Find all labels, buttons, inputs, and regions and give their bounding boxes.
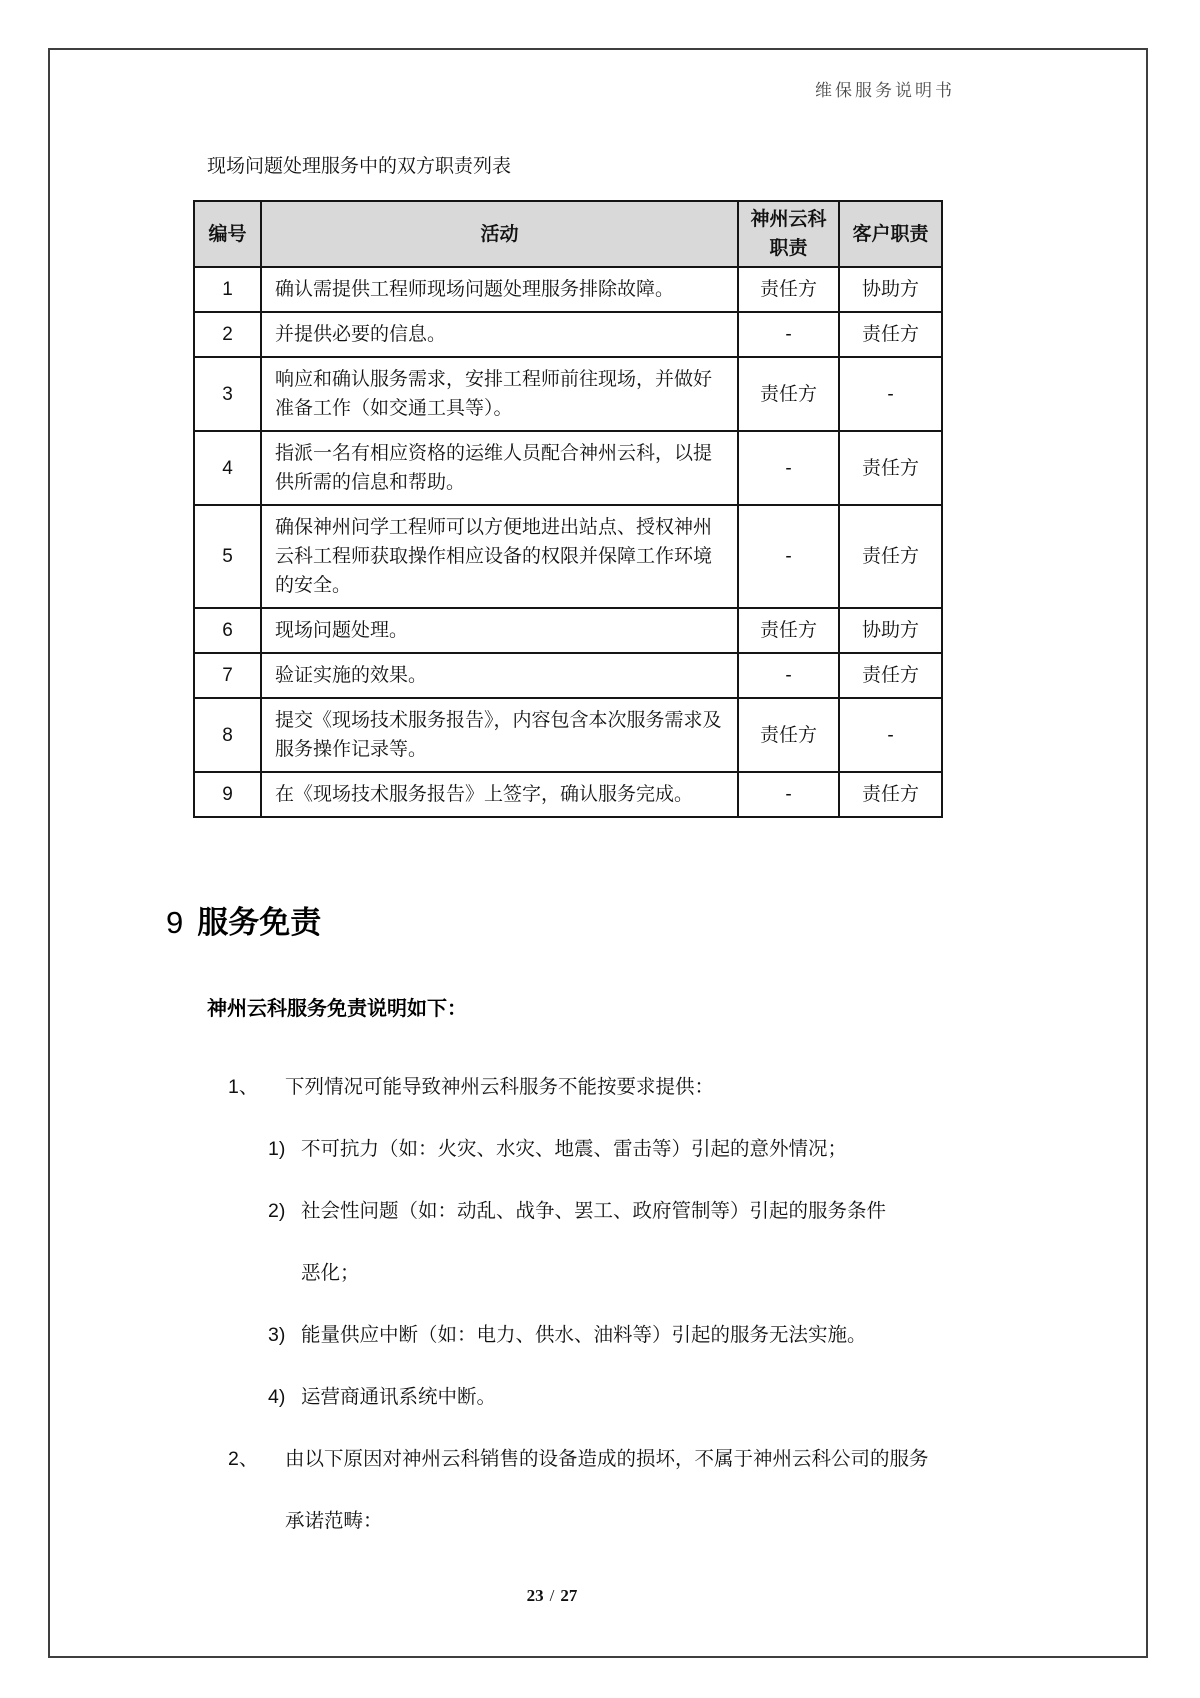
section-title: 服务免责: [197, 905, 322, 940]
cell-no: 2: [194, 312, 261, 357]
cell-activity: 验证实施的效果。: [261, 653, 738, 698]
list-item-text: 由以下原因对神州云科销售的设备造成的损坏，不属于神州云科公司的服务承诺范畴：: [285, 1448, 929, 1532]
list-item: [228, 1180, 948, 1304]
table-row: [194, 312, 942, 357]
cell-customer-duty: 协助方: [839, 608, 942, 653]
col-header-customer-duty: 客户职责: [839, 201, 942, 267]
col-header-activity: 活动: [261, 201, 738, 267]
document-header-title: 维保服务说明书: [815, 81, 955, 100]
cell-activity: 响应和确认服务需求，安排工程师前往现场，并做好准备工作（如交通工具等）。: [261, 357, 738, 431]
table-caption: 现场问题处理服务中的双方职责列表: [207, 156, 512, 177]
cell-activity: 确认需提供工程师现场问题处理服务排除故障。: [261, 267, 738, 312]
list-item: [228, 1056, 948, 1118]
list-item: [228, 1366, 948, 1428]
cell-no: 1: [194, 267, 261, 312]
total-page-number: 27: [560, 1586, 578, 1605]
cell-yunke-duty: 责任方: [738, 267, 839, 312]
cell-yunke-duty: 责任方: [738, 698, 839, 772]
current-page-number: 23: [526, 1586, 544, 1605]
list-item-marker: 4): [268, 1386, 286, 1408]
cell-yunke-duty: 责任方: [738, 357, 839, 431]
list-item-text: 下列情况可能导致神州云科服务不能按要求提供：: [285, 1076, 715, 1098]
cell-customer-duty: 责任方: [839, 772, 942, 817]
cell-activity: 并提供必要的信息。: [261, 312, 738, 357]
table-row: [194, 267, 942, 312]
cell-yunke-duty: -: [738, 505, 839, 608]
cell-customer-duty: 责任方: [839, 431, 942, 505]
table-row: [194, 772, 942, 817]
list-item-marker: 1、: [228, 1076, 259, 1098]
list-item: [228, 1304, 948, 1366]
list-item: [228, 1118, 948, 1180]
cell-no: 7: [194, 653, 261, 698]
cell-activity: 提交《现场技术服务报告》，内容包含本次服务需求及服务操作记录等。: [261, 698, 738, 772]
cell-customer-duty: 责任方: [839, 505, 942, 608]
table-row: [194, 357, 942, 431]
cell-yunke-duty: -: [738, 431, 839, 505]
list-item-marker: 1): [268, 1138, 286, 1160]
cell-activity: 确保神州问学工程师可以方便地进出站点、授权神州云科工程师获取操作相应设备的权限并保障工作环境的安全。: [261, 505, 738, 608]
disclaimer-intro: 神州云科服务免责说明如下：: [207, 998, 467, 1020]
page-footer: [0, 1586, 1104, 1606]
cell-no: 5: [194, 505, 261, 608]
cell-no: 4: [194, 431, 261, 505]
cell-activity: 在《现场技术服务报告》上签字，确认服务完成。: [261, 772, 738, 817]
cell-yunke-duty: 责任方: [738, 608, 839, 653]
table-header-row: [194, 201, 942, 267]
table-row: [194, 431, 942, 505]
cell-activity: 现场问题处理。: [261, 608, 738, 653]
cell-no: 9: [194, 772, 261, 817]
table-row: [194, 698, 942, 772]
list-item-marker: 2、: [228, 1448, 259, 1470]
col-header-no: 编号: [194, 201, 261, 267]
table-row: [194, 505, 942, 608]
col-header-yunke-duty: 神州云科职责: [738, 201, 839, 267]
section-heading: [166, 897, 321, 942]
cell-customer-duty: 协助方: [839, 267, 942, 312]
cell-customer-duty: 责任方: [839, 312, 942, 357]
cell-yunke-duty: -: [738, 772, 839, 817]
list-item: [228, 1428, 948, 1552]
list-item-marker: 3): [268, 1324, 286, 1346]
list-item-text: 社会性问题（如：动乱、战争、罢工、政府管制等）引起的服务条件恶化；: [301, 1200, 887, 1284]
section-number: 9: [166, 905, 184, 940]
cell-yunke-duty: -: [738, 653, 839, 698]
list-item-text: 能量供应中断（如：电力、供水、油料等）引起的服务无法实施。: [301, 1324, 867, 1346]
table-row: [194, 608, 942, 653]
cell-yunke-duty: -: [738, 312, 839, 357]
table-row: [194, 653, 942, 698]
responsibility-table: [193, 200, 943, 818]
page-number-separator: /: [549, 1586, 555, 1605]
list-item-marker: 2): [268, 1200, 286, 1222]
cell-customer-duty: -: [839, 698, 942, 772]
cell-customer-duty: 责任方: [839, 653, 942, 698]
disclaimer-list: [228, 1056, 948, 1552]
cell-no: 8: [194, 698, 261, 772]
list-item-text: 运营商通讯系统中断。: [301, 1386, 497, 1408]
cell-no: 3: [194, 357, 261, 431]
cell-no: 6: [194, 608, 261, 653]
cell-activity: 指派一名有相应资格的运维人员配合神州云科，以提供所需的信息和帮助。: [261, 431, 738, 505]
list-item-text: 不可抗力（如：火灾、水灾、地震、雷击等）引起的意外情况；: [301, 1138, 848, 1160]
cell-customer-duty: -: [839, 357, 942, 431]
